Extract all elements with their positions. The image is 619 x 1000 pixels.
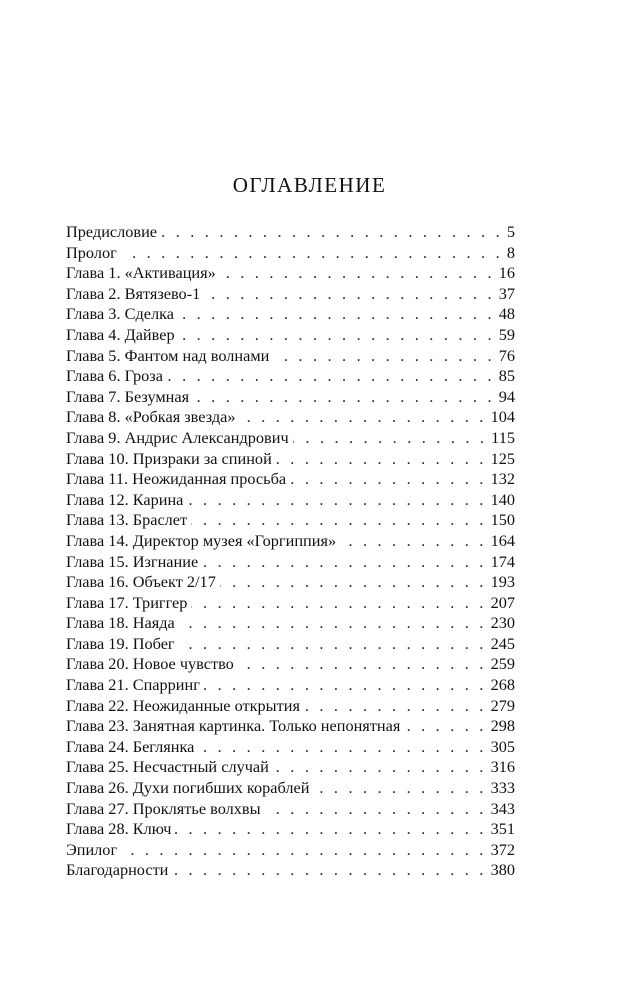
toc-entry-label: Глава 23. Занятная картинка. Только непонятная <box>66 716 401 736</box>
toc-entry-page-number: 140 <box>490 489 515 509</box>
toc-entry <box>66 572 515 593</box>
dot-leader <box>191 510 486 531</box>
dot-leader <box>167 366 495 387</box>
dot-leader <box>178 304 495 325</box>
toc-entry-label: Эпилог <box>66 839 118 859</box>
toc-entry-page-number: 16 <box>498 263 515 283</box>
toc-entry-page-number: 193 <box>490 572 515 592</box>
toc-entry <box>66 490 515 511</box>
toc-entry-label: Глава 18. Наяда <box>66 613 175 633</box>
dot-leader <box>265 799 487 820</box>
dot-leader <box>121 243 503 264</box>
toc-entry <box>66 366 515 387</box>
toc-entry-label: Глава 13. Браслет <box>66 510 188 530</box>
toc-entry-page-number: 59 <box>498 324 515 344</box>
toc-entry-page-number: 279 <box>490 695 515 715</box>
toc-entry <box>66 757 515 778</box>
toc-entry <box>66 675 515 696</box>
toc-entry <box>66 840 515 861</box>
toc-entry <box>66 325 515 346</box>
table-of-contents <box>66 222 515 881</box>
toc-entry <box>66 284 515 305</box>
toc-entry-page-number: 380 <box>490 860 515 880</box>
toc-entry-label: Глава 27. Проклятье волхвы <box>66 798 261 818</box>
toc-entry-page-number: 174 <box>490 551 515 571</box>
toc-entry-page-number: 8 <box>506 242 515 262</box>
toc-entry <box>66 263 515 284</box>
dot-leader <box>404 716 486 737</box>
dot-leader <box>340 531 486 552</box>
dot-leader <box>172 860 486 881</box>
toc-entry <box>66 819 515 840</box>
toc-entry-page-number: 305 <box>490 736 515 756</box>
toc-entry-page-number: 372 <box>490 839 515 859</box>
toc-entry <box>66 634 515 655</box>
dot-leader <box>179 634 487 655</box>
toc-entry-label: Глава 11. Неожиданная просьба <box>66 469 287 489</box>
toc-entry-label: Глава 17. Триггер <box>66 592 188 612</box>
toc-entry <box>66 799 515 820</box>
dot-leader <box>187 490 486 511</box>
toc-entry <box>66 860 515 881</box>
dot-leader <box>121 840 486 861</box>
toc-entry <box>66 737 515 758</box>
toc-entry-label: Глава 14. Директор музея «Горгиппия» <box>66 530 337 550</box>
toc-entry-page-number: 48 <box>498 304 515 324</box>
dot-leader <box>293 428 488 449</box>
toc-entry-page-number: 115 <box>491 427 515 447</box>
toc-entry-label: Глава 1. «Активация» <box>66 263 216 283</box>
toc-entry-label: Глава 9. Андрис Александрович <box>66 427 289 447</box>
toc-entry-label: Глава 10. Призраки за спиной <box>66 448 272 468</box>
dot-leader <box>193 387 495 408</box>
dot-leader <box>204 675 487 696</box>
toc-entry-page-number: 104 <box>490 407 515 427</box>
toc-entry-label: Глава 26. Духи погибших кораблей <box>66 778 310 798</box>
dot-leader <box>161 222 503 243</box>
toc-entry-label: Глава 25. Несчастный случай <box>66 757 269 777</box>
toc-entry-page-number: 37 <box>498 283 515 303</box>
toc-entry-label: Глава 6. Гроза <box>66 366 163 386</box>
toc-entry <box>66 407 515 428</box>
toc-entry <box>66 696 515 717</box>
toc-entry <box>66 613 515 634</box>
dot-leader <box>313 778 486 799</box>
toc-entry-label: Глава 22. Неожиданные открытия <box>66 695 300 715</box>
toc-entry-page-number: 164 <box>490 530 515 550</box>
toc-entry-label: Глава 7. Безумная <box>66 386 190 406</box>
toc-entry-label: Глава 3. Сделка <box>66 304 174 324</box>
dot-leader <box>179 613 487 634</box>
toc-entry-page-number: 76 <box>498 345 515 365</box>
toc-entry-label: Глава 4. Дайвер <box>66 324 175 344</box>
toc-entry <box>66 428 515 449</box>
dot-leader <box>198 737 486 758</box>
dot-leader <box>204 284 494 305</box>
toc-entry-page-number: 268 <box>490 675 515 695</box>
toc-entry-label: Глава 20. Новое чувство <box>66 654 234 674</box>
toc-entry-label: Глава 5. Фантом над волнами <box>66 345 270 365</box>
toc-entry-label: Глава 15. Изгнание <box>66 551 199 571</box>
toc-entry-label: Благодарности <box>66 860 169 880</box>
toc-entry-label: Глава 28. Ключ <box>66 819 172 839</box>
toc-entry-page-number: 259 <box>490 654 515 674</box>
toc-entry <box>66 449 515 470</box>
toc-entry <box>66 222 515 243</box>
toc-entry-page-number: 85 <box>498 366 515 386</box>
toc-entry-label: Глава 19. Побег <box>66 633 175 653</box>
dot-leader <box>220 572 487 593</box>
dot-leader <box>304 696 487 717</box>
toc-entry <box>66 778 515 799</box>
toc-entry <box>66 593 515 614</box>
toc-entry-page-number: 125 <box>490 448 515 468</box>
dot-leader <box>220 263 495 284</box>
toc-entry-label: Глава 21. Спарринг <box>66 675 200 695</box>
toc-entry <box>66 510 515 531</box>
dot-leader <box>179 325 495 346</box>
toc-entry-label: Глава 24. Беглянка <box>66 736 195 756</box>
dot-leader <box>273 757 487 778</box>
toc-entry-page-number: 343 <box>490 798 515 818</box>
dot-leader <box>273 346 494 367</box>
toc-entry-label: Глава 16. Объект 2/17 <box>66 572 216 592</box>
toc-entry-page-number: 132 <box>490 469 515 489</box>
toc-entry-page-number: 94 <box>498 386 515 406</box>
toc-entry-page-number: 207 <box>490 592 515 612</box>
page-title: ОГЛАВЛЕНИЕ <box>232 173 387 197</box>
toc-entry-page-number: 351 <box>490 819 515 839</box>
toc-entry <box>66 654 515 675</box>
toc-entry <box>66 243 515 264</box>
toc-entry-page-number: 298 <box>490 716 515 736</box>
toc-entry-label: Глава 8. «Робкая звезда» <box>66 407 236 427</box>
toc-entry-label: Предисловие <box>66 222 158 241</box>
toc-entry <box>66 469 515 490</box>
toc-entry-page-number: 5 <box>506 222 515 241</box>
dot-leader <box>202 552 486 573</box>
toc-entry <box>66 304 515 325</box>
dot-leader <box>276 449 487 470</box>
toc-entry <box>66 552 515 573</box>
dot-leader <box>240 407 487 428</box>
toc-entry-page-number: 245 <box>490 633 515 653</box>
dot-leader <box>238 654 487 675</box>
dot-leader <box>175 819 486 840</box>
toc-entry <box>66 346 515 367</box>
dot-leader <box>191 593 486 614</box>
toc-entry-page-number: 150 <box>490 510 515 530</box>
toc-entry-page-number: 333 <box>490 778 515 798</box>
toc-entry <box>66 716 515 737</box>
toc-entry <box>66 387 515 408</box>
toc-entry <box>66 531 515 552</box>
toc-entry-page-number: 316 <box>490 757 515 777</box>
toc-entry-page-number: 230 <box>490 613 515 633</box>
toc-entry-label: Глава 2. Вятязево-1 <box>66 283 201 303</box>
dot-leader <box>290 469 486 490</box>
toc-entry-label: Глава 12. Карина <box>66 489 184 509</box>
toc-entry-label: Пролог <box>66 242 117 262</box>
